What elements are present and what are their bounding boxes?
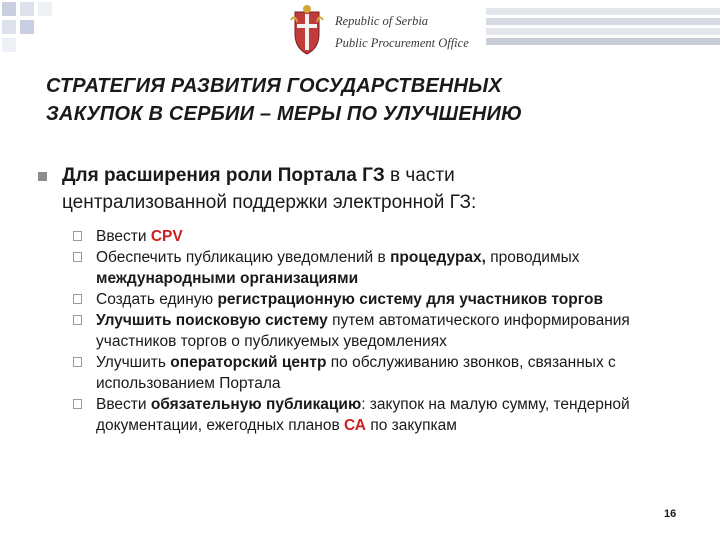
list-item-text: Создать единую: [96, 291, 218, 308]
list-item-text: обязательную публикацию: [150, 396, 362, 413]
checkbox-bullet-icon: [73, 357, 82, 367]
checkbox-bullet-icon: [73, 252, 82, 262]
list-item: [72, 394, 692, 436]
main-bullet-line-2: централизованной поддержки электронной ГЗ:: [62, 192, 477, 213]
list-item-text: международными организациями: [96, 270, 359, 287]
list-item-text: процедурах,: [390, 249, 486, 266]
serbian-coat-of-arms-icon: [287, 4, 327, 56]
list-item-text: Улучшить: [96, 354, 171, 371]
header-org-name: [335, 10, 469, 54]
main-bullet-rest: в части: [384, 165, 455, 186]
list-item-text: Улучшить поисковую систему: [96, 312, 328, 329]
checkbox-bullet-icon: [73, 231, 82, 241]
header-line-2: Public Procurement Office: [335, 36, 469, 50]
title-line-1: СТРАТЕГИЯ РАЗВИТИЯ ГОСУДАРСТВЕННЫХ: [46, 75, 502, 97]
sub-bullet-list: [72, 226, 692, 436]
title-line-2: ЗАКУПОК В СЕРБИИ – МЕРЫ ПО УЛУЧШЕНИЮ: [46, 103, 523, 125]
list-item-text: Ввести: [96, 396, 151, 413]
header-line-1: Republic of Serbia: [335, 14, 429, 28]
list-item-text: : закупок на малую сумму, тендерной документации, ежегодных планов: [96, 396, 630, 434]
main-bullet-text: [62, 162, 682, 216]
list-item-text: СА: [344, 417, 367, 434]
checkbox-bullet-icon: [73, 399, 82, 409]
main-bullet-bold: Для расширения роли Портала ГЗ: [62, 165, 385, 186]
list-item: [72, 289, 692, 310]
page-title: [46, 72, 686, 128]
list-item-text: по закупкам: [366, 417, 457, 434]
square-bullet-icon: [38, 172, 47, 181]
list-item-text: Обеспечить публикацию уведомлений в: [96, 249, 391, 266]
list-item-text: Ввести: [96, 228, 151, 245]
header-accent-bars: [486, 8, 720, 54]
list-item-text: по обслуживанию звонков, связанных с использованием Портала: [96, 354, 616, 392]
list-item: [72, 310, 692, 352]
list-item-text: регистрационную систему для участников торгов: [217, 291, 603, 308]
list-item: [72, 226, 692, 247]
list-item-text: путем автоматического информирования участников торгов о публикуемых уведомлениях: [96, 312, 630, 350]
list-item-text: проводимых: [485, 249, 580, 266]
checkbox-bullet-icon: [73, 315, 82, 325]
list-item-text: операторский центр: [170, 354, 327, 371]
page-number: 16: [664, 508, 677, 520]
checkbox-bullet-icon: [73, 294, 82, 304]
list-item-text: CPV: [150, 228, 183, 245]
list-item: [72, 352, 692, 394]
list-item: [72, 247, 692, 289]
